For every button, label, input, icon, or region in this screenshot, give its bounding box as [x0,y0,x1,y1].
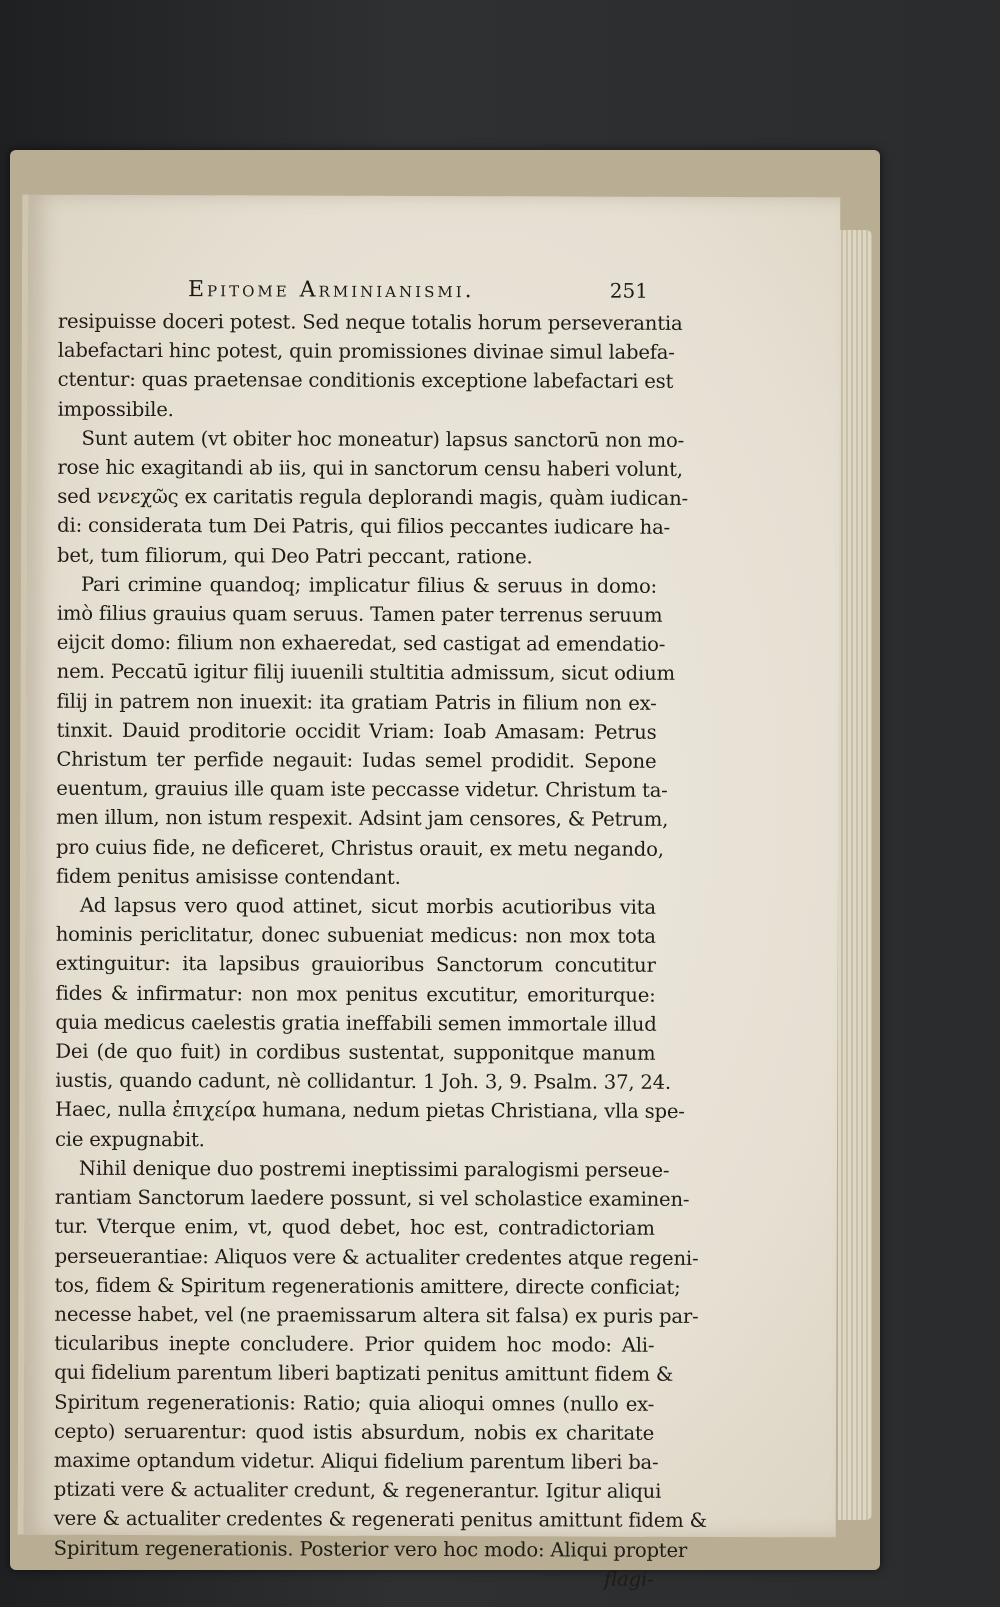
text-line: pro cuius fide, ne deficeret, Christus orauit, ex metu negando, [56,835,664,861]
text-line: necesse habet, vel (ne praemissarum altera sit falsa) ex puris par- [54,1302,699,1328]
text-line: Dei (de quo fuit) in cordibus sustentat, supponitque manum [55,1039,656,1065]
text-line: ptizati vere & actualiter credunt, & regenerantur. Igitur aliqui [53,1477,662,1503]
text-line: ticularibus inepte concludere. Prior quidem hoc modo: Ali- [54,1331,655,1357]
text-line: Spiritum regenerationis: Ratio; quia alioqui omnes (nullo ex- [54,1390,655,1416]
text-line: perseuerantiae: Aliquos vere & actualiter credentes atque regeni- [54,1244,699,1270]
text-line: rose hic exagitandi ab iis, qui in sanctorum censu haberi volunt, [57,455,683,481]
body-text [53,307,707,1594]
text-line: imò filius grauius quam seruus. Tamen pater terrenus seruum [56,601,663,627]
text-line: impossibile. [57,397,174,421]
text-line: rantiam Sanctorum laedere possunt, si vel scholastice examinen- [54,1185,690,1212]
text-line: Nihil denique duo postremi ineptissimi paralogismi perseue- [78,1156,670,1182]
text-line: tos, fidem & Spiritum regenerationis amittere, directe conficiat; [54,1273,681,1299]
text-line: qui fidelium parentum liberi baptizati penitus amittunt fidem & [54,1361,674,1387]
text-line: tinxit. Dauid proditorie occidit Vriam: Ioab Amasam: Petrus [56,718,657,744]
page-number: 251 [609,278,649,303]
text-line: cie expugnabit. [55,1127,205,1151]
text-line: iustis, quando cadunt, nè collidantur. 1 Joh. 3, 9. Psalm. 37, 24. [55,1068,672,1095]
text-line: fidem penitus amisisse contendant. [55,864,401,889]
text-line: di: considerata tum Dei Patris, qui filios peccantes iudicare ha- [57,514,671,540]
text-line: bet, tum filiorum, qui Deo Patri peccant, ratione. [57,543,533,568]
text-line: Spiritum regenerationis. Posterior vero hoc modo: Aliqui propter [53,1536,688,1562]
text-line: euentum, grauius ille quam iste peccasse videtur. Christum ta- [56,776,668,803]
text-line: ctentur: quas praetensae conditionis exceptione labefactari est [57,368,674,394]
text-line: Pari crimine quandoq; implicatur filius & seruus in domo: [80,572,658,598]
page-edges [838,230,872,1520]
text-line: hominis periclitatur, donec subueniat medicus: non mox tota [55,922,656,949]
text-line: Haec, nulla ἐπιχείρα humana, nedum pietas Christiana, vlla spe- [55,1098,685,1124]
text-line: men illum, non istum respexit. Adsint jam censores, & Petrum, [56,806,669,832]
text-line: extinguitur: ita lapsibus grauioribus Sanctorum concutitur [55,952,656,978]
text-line: nem. Peccatū igitur filij iuuenili stultitia admissum, sicut odium [56,660,675,686]
book-page [18,195,841,1591]
text-line: resipuisse doceri potest. Sed neque totalis horum perseverantia [57,309,683,335]
text-line: Sunt autem (vt obiter hoc moneatur) lapsus sanctorū non mo- [81,426,685,452]
page-header [188,277,648,304]
text-line: vere & actualiter credentes & regenerati penitus amittunt fidem & [53,1507,707,1533]
text-line: fides & infirmatur: non mox penitus excutitur, emoriturque: [55,981,656,1007]
text-line: tur. Vterque enim, vt, quod debet, hoc est, contradictoriam [54,1214,655,1241]
text-line: eijcit domo: filium non exhaeredat, sed castigat ad emendatio- [56,630,666,657]
text-line: Ad lapsus vero quod attinet, sicut morbis acutioribus vita [79,893,656,919]
text-line: Christum ter perfide negauit: Iudas semel prodidit. Sepone [56,747,657,773]
text-line: labefactari hinc potest, quin promissiones divinae simul labefa- [57,338,675,365]
text-line: cepto) seruarentur: quod istis absurdum, nobis ex charitate [53,1419,655,1445]
text-line: maxime optandum videtur. Aliqui fidelium parentum liberi ba- [53,1448,659,1474]
running-title: Epitome Arminianismi. [187,277,475,304]
text-line: filij in patrem non inuexit: ita gratiam Patris in filium non ex- [56,689,657,715]
catchword: flagi- [604,1567,654,1591]
text-line: sed νενεχῶς ex caritatis regula deplorandi magis, quàm iudican- [57,484,689,511]
text-line: quia medicus caelestis gratia ineffabili semen immortale illud [55,1010,657,1036]
